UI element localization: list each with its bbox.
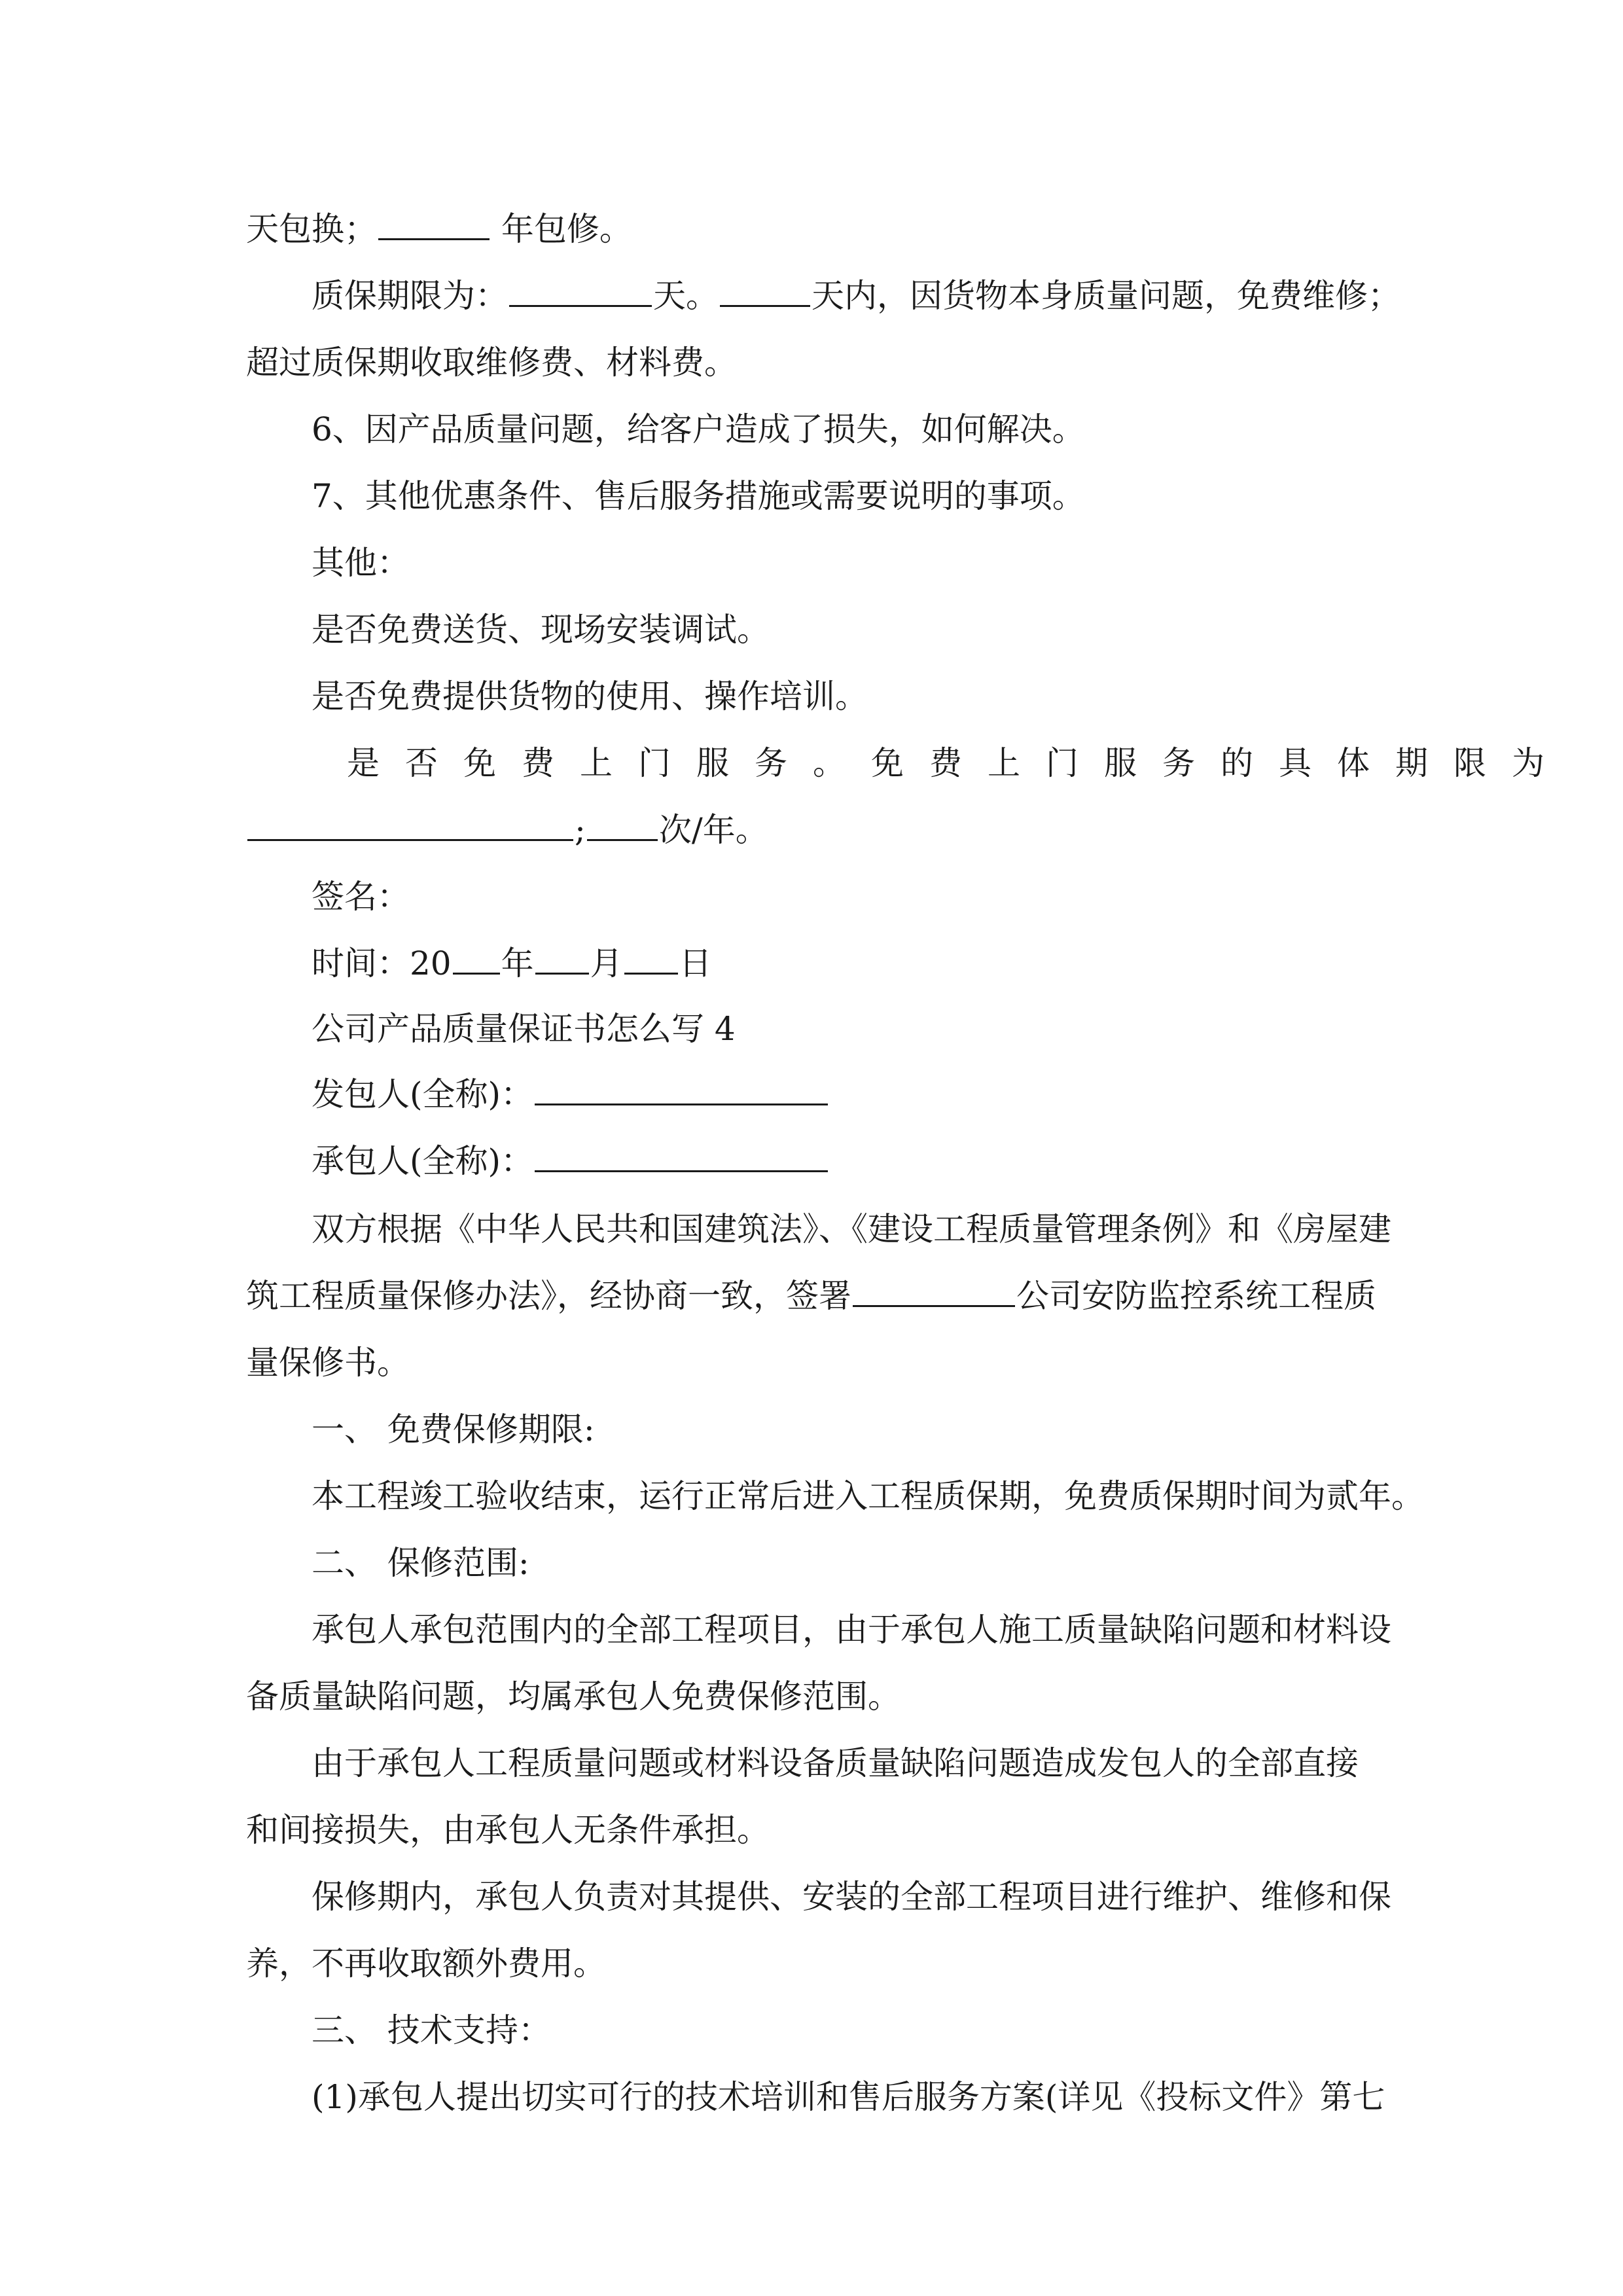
text: 公司安防监控系统工程质 [1016, 1277, 1376, 1315]
fill-blank[interactable] [378, 209, 490, 240]
text-line: 是否免费上门服务。免费上门服务的具体期限为 [347, 744, 1570, 782]
section-heading: 公司产品质量保证书怎么写 4 [312, 1010, 736, 1048]
text-line: (1)承包人提出切实可行的技术培训和售后服务方案(详见《投标文件》第七 [312, 2078, 1385, 2116]
text-line: 养，不再收取额外费用。 [246, 1945, 606, 1982]
text-line: 其他： [312, 544, 410, 582]
text: 年包修。 [501, 210, 632, 248]
text-line: 量保修书。 [246, 1344, 410, 1382]
text: 承包人(全称)： [312, 1142, 534, 1180]
text: 发包人(全称)： [312, 1075, 534, 1113]
text-line: 6、因产品质量问题，给客户造成了损失，如何解决。 [312, 410, 1085, 448]
text-line: 是否免费提供货物的使用、操作培训。 [312, 677, 868, 715]
text: 天。 [653, 277, 719, 315]
fill-blank[interactable] [247, 810, 573, 841]
text: 月 [590, 944, 623, 982]
fill-blank[interactable] [509, 276, 652, 307]
fill-blank[interactable] [535, 1141, 828, 1172]
fill-blank[interactable] [853, 1276, 1015, 1307]
text-line [312, 1073, 1385, 1115]
text-line [246, 208, 1385, 250]
text-line: 是否免费送货、现场安装调试。 [312, 611, 770, 649]
fill-blank[interactable] [624, 944, 678, 975]
fill-blank[interactable] [587, 810, 658, 841]
section-heading: 一、 免费保修期限: [312, 1410, 595, 1448]
text-line [312, 942, 1385, 984]
text-line: 和间接损失，由承包人无条件承担。 [246, 1811, 770, 1849]
text-line [246, 809, 1385, 851]
text-line [246, 1275, 1385, 1317]
text-line: 承包人承包范围内的全部工程项目，由于承包人施工质量缺陷问题和材料设 [312, 1611, 1391, 1649]
text-line: 由于承包人工程质量问题或材料设备质量缺陷问题造成发包人的全部直接 [312, 1744, 1359, 1782]
text-line: 签名： [312, 878, 410, 916]
section-heading: 三、 技术支持： [312, 2011, 551, 2049]
text-line: 保修期内，承包人负责对其提供、安装的全部工程项目进行维护、维修和保 [312, 1878, 1391, 1916]
text: 质保期限为： [312, 277, 508, 315]
text-line: 备质量缺陷问题，均属承包人免费保修范围。 [246, 1677, 901, 1715]
text: 天包换； [246, 210, 377, 248]
section-heading: 二、 保修范围: [312, 1544, 529, 1582]
text-line: 双方根据《中华人民共和国建筑法》、《建设工程质量管理条例》和《房屋建 [312, 1210, 1391, 1248]
text-line: 超过质保期收取维修费、材料费。 [246, 344, 737, 382]
text: 次/年。 [658, 811, 768, 849]
text-line [312, 275, 1400, 317]
fill-blank[interactable] [453, 944, 500, 975]
text-line [312, 1140, 1385, 1182]
text: 筑工程质量保修办法》，经协商一致，签署 [246, 1277, 851, 1315]
text: 日 [679, 944, 712, 982]
text: 时间：20 [312, 944, 452, 982]
fill-blank[interactable] [535, 1075, 828, 1105]
text: 天内，因货物本身质量问题，免费维修； [812, 277, 1400, 315]
text: ; [575, 811, 586, 849]
fill-blank[interactable] [720, 276, 810, 307]
text-line: 7、其他优惠条件、售后服务措施或需要说明的事项。 [312, 477, 1085, 515]
fill-blank[interactable] [535, 944, 589, 975]
text-line: 本工程竣工验收结束，运行正常后进入工程质保期，免费质保期时间为贰年。 [312, 1477, 1424, 1515]
text: 年 [501, 944, 534, 982]
